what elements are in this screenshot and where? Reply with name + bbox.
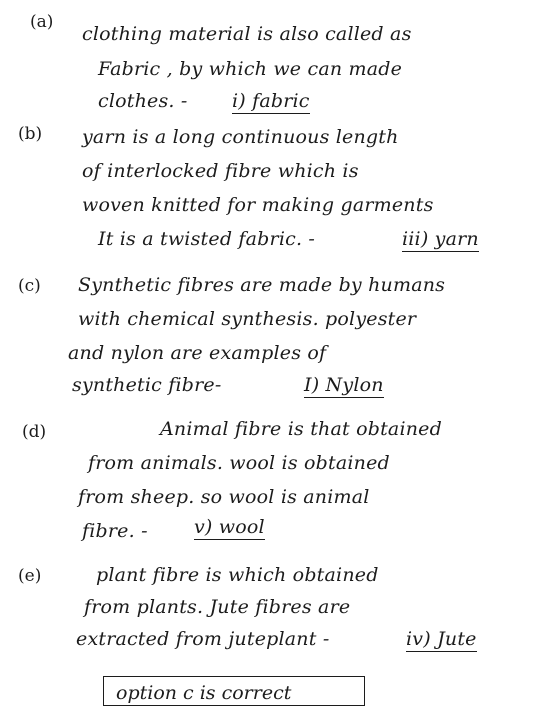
section-a-line-3: clothes. - (98, 90, 188, 112)
section-a-answer: i) fabric (232, 90, 310, 112)
section-e-answer: iv) Jute (406, 628, 477, 650)
section-d-line-2: from animals. wool is obtained (88, 452, 390, 474)
section-c-line-4: synthetic fibre- (72, 374, 222, 396)
section-b-marker: (b) (18, 124, 43, 144)
section-b-line-2: of interlocked fibre which is (82, 160, 359, 182)
final-answer-text: option c is correct (116, 682, 292, 704)
section-a-marker: (a) (30, 12, 54, 32)
section-b-answer: iii) yarn (402, 228, 479, 250)
section-e-line-1: plant fibre is which obtained (96, 564, 379, 586)
section-d-line-4: fibre. - (82, 520, 148, 542)
section-a-line-2: Fabric , by which we can made (98, 58, 403, 80)
section-c-marker: (c) (18, 276, 41, 296)
section-c-line-2: with chemical synthesis. polyester (78, 308, 417, 330)
section-a-line-1: clothing material is also called as (82, 23, 412, 45)
final-answer-box (103, 676, 365, 706)
section-d-marker: (d) (22, 422, 47, 442)
section-b-line-3: woven knitted for making garments (82, 194, 434, 216)
section-b-line-1: yarn is a long continuous length (82, 126, 399, 148)
section-e-line-2: from plants. Jute fibres are (84, 596, 351, 618)
section-c-answer: I) Nylon (304, 374, 384, 396)
section-c-line-3: and nylon are examples of (68, 342, 327, 364)
section-b-line-4: It is a twisted fabric. - (98, 228, 316, 250)
section-d-line-1: Animal fibre is that obtained (160, 418, 442, 440)
section-c-line-1: Synthetic fibres are made by humans (78, 274, 446, 296)
section-d-answer: v) wool (194, 516, 265, 538)
section-e-marker: (e) (18, 566, 42, 586)
section-e-line-3: extracted from juteplant - (76, 628, 330, 650)
section-d-line-3: from sheep. so wool is animal (78, 486, 370, 508)
